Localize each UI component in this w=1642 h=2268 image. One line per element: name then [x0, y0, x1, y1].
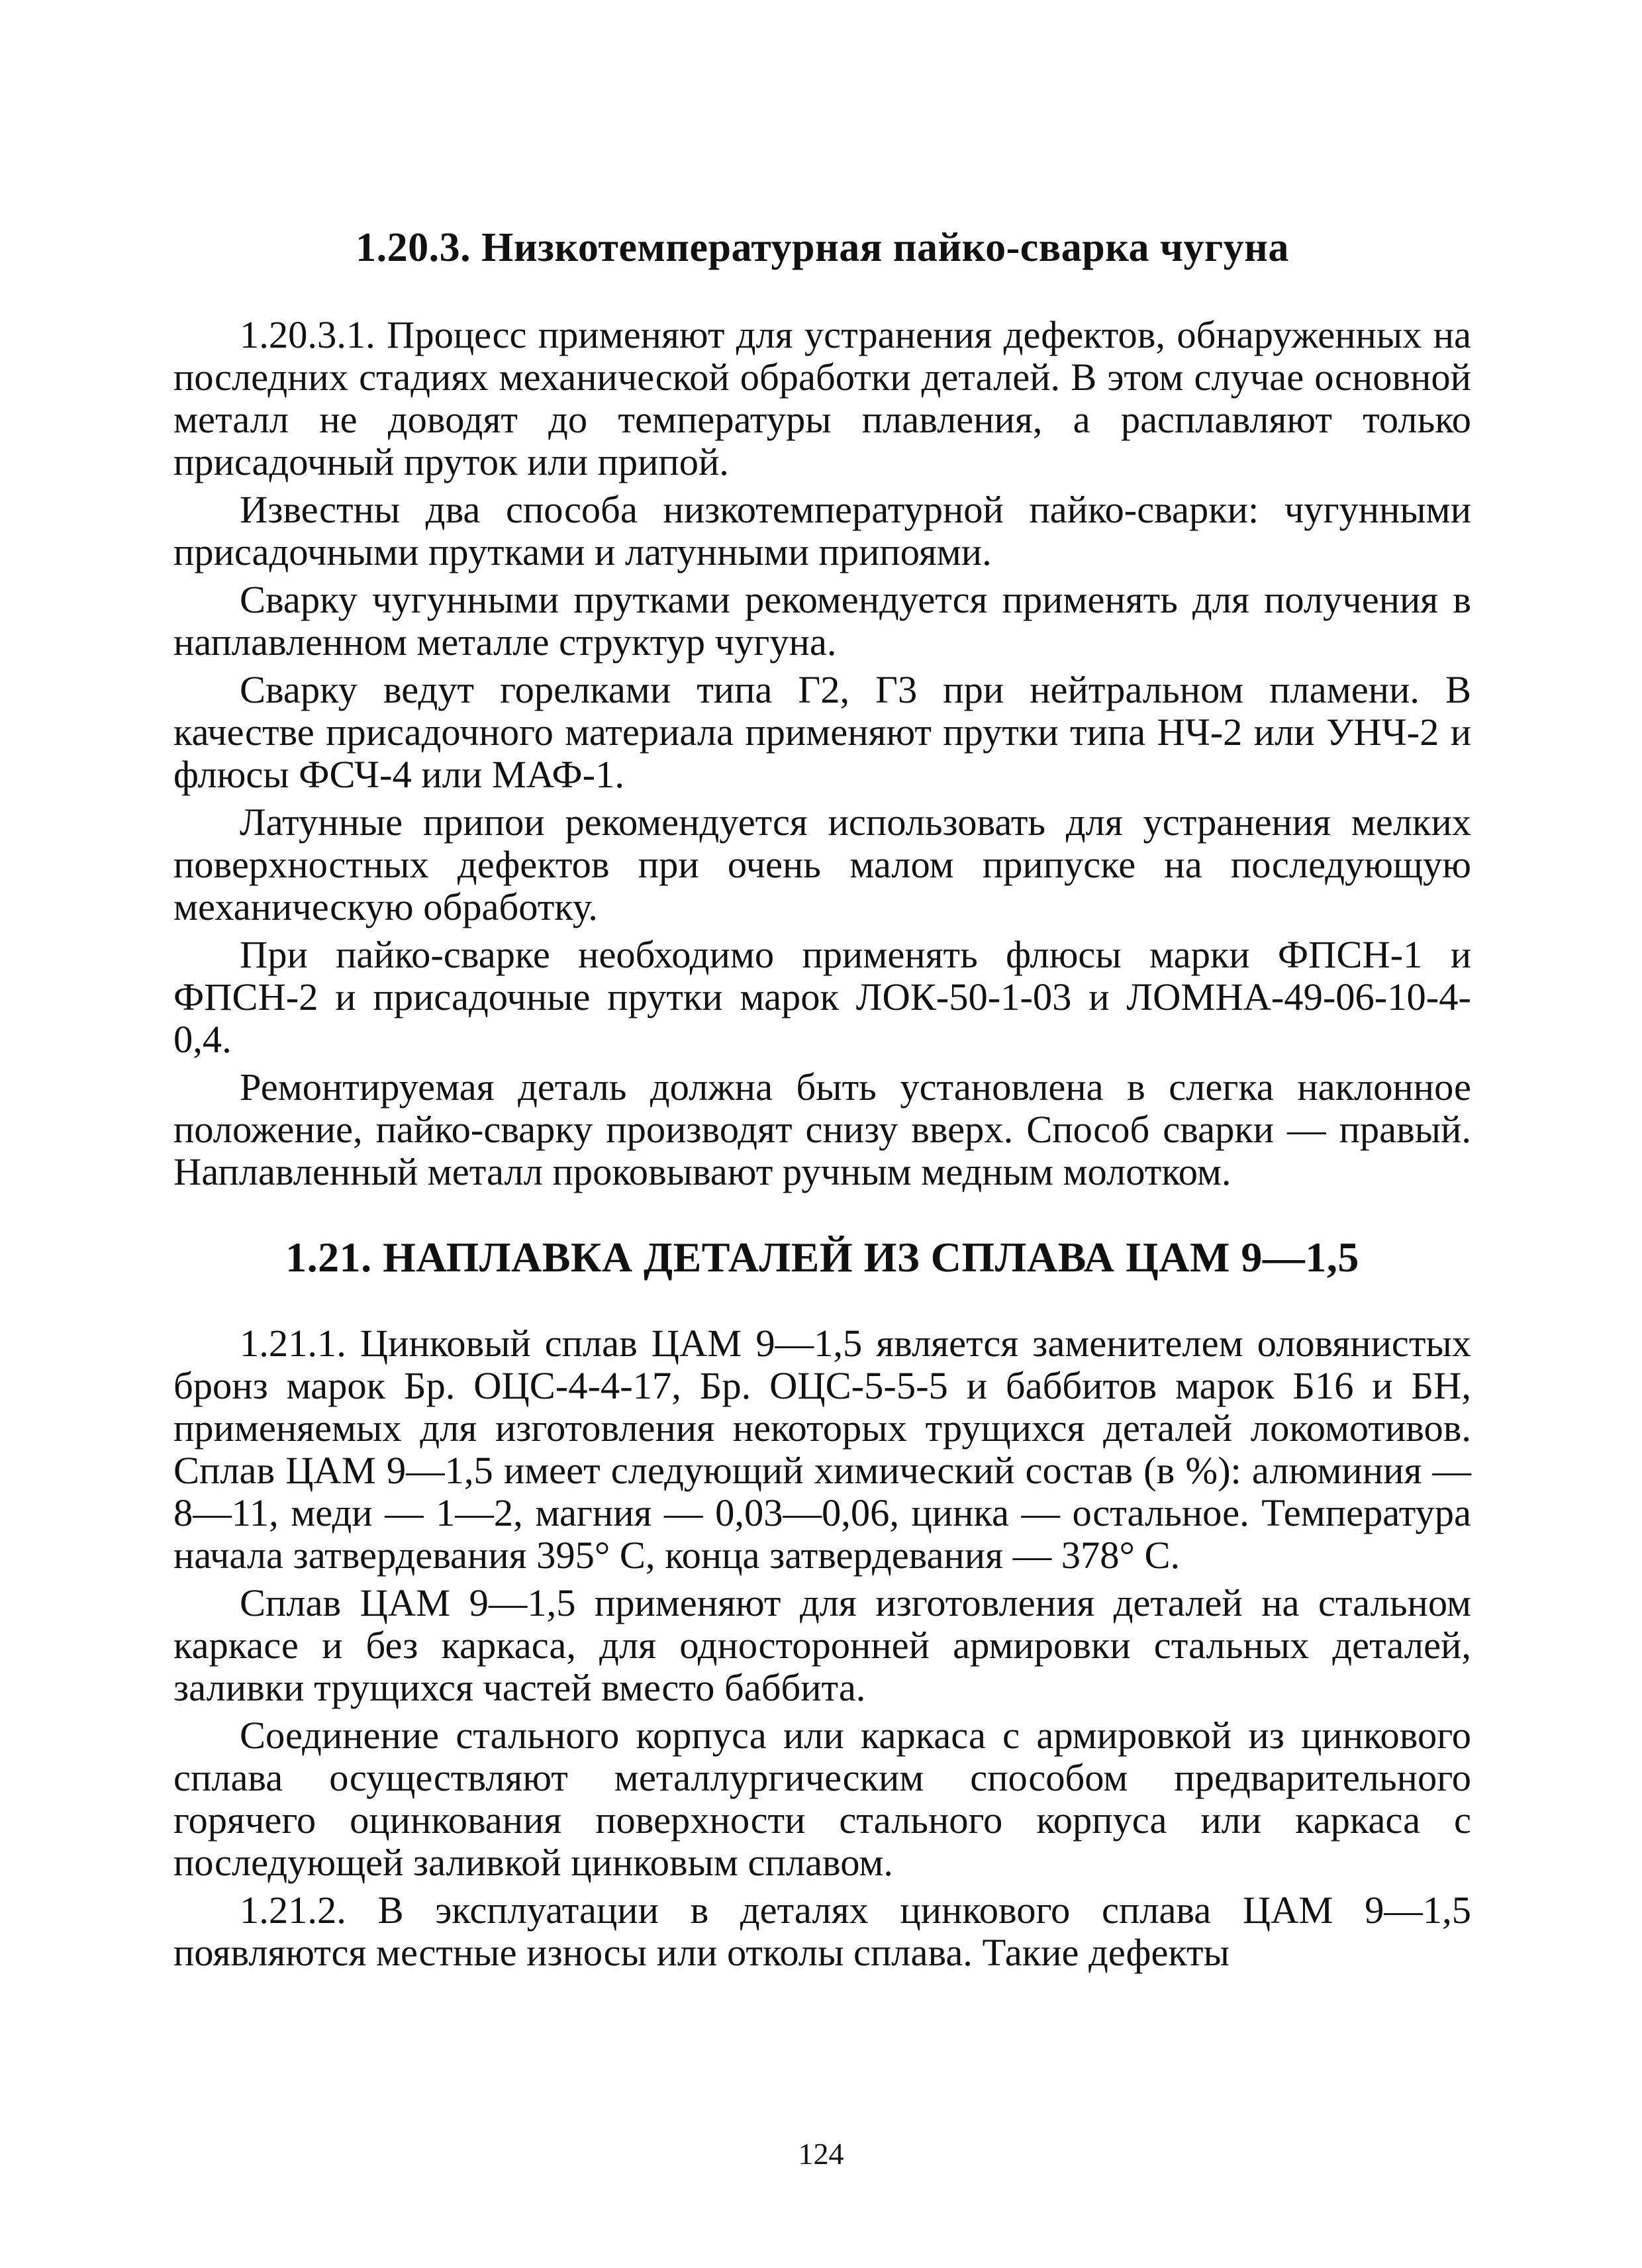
paragraph: 1.20.3.1. Процесс применяют для устранения дефектов, обнаруженных на последних стадиях механической обработки деталей. В этом случае основной металл не доводят до температуры плавления, а расплавляют только присадочный пруток или припой.	[173, 313, 1471, 484]
page-number: 124	[798, 2137, 844, 2171]
paragraph: Ремонтируемая деталь должна быть установлена в слегка наклонное положение, пайко-сварку производят снизу вверх. Способ сварки — правый. Наплавленный металл проковывают ручным медным молотком.	[173, 1065, 1471, 1194]
paragraph: Сварку чугунными прутками рекомендуется применять для получения в наплавленном металле структур чугуна.	[173, 578, 1471, 664]
section-title: 1.21. НАПЛАВКА ДЕТАЛЕЙ ИЗ СПЛАВА ЦАМ 9—1,5	[285, 1234, 1359, 1281]
paragraph: При пайко-сварке необходимо применять флюсы марки ФПСН-1 и ФПСН-2 и присадочные прутки марок ЛОК-50-1-03 и ЛОМНА-49-06-10-4-0,4.	[173, 933, 1471, 1061]
page-content	[173, 225, 1471, 1979]
paragraph: 1.21.2. В эксплуатации в деталях цинкового сплава ЦАМ 9—1,5 появляются местные износы или отколы сплава. Такие дефекты	[173, 1888, 1471, 1974]
subsection-title: 1.20.3. Низкотемпературная пайко-сварка чугуна	[356, 225, 1289, 270]
paragraph: Сплав ЦАМ 9—1,5 применяют для изготовления деталей на стальном каркасе и без каркаса, для односторонней армировки стальных деталей, заливки трущихся частей вместо баббита.	[173, 1581, 1471, 1709]
paragraph: Известны два способа низкотемпературной пайко-сварки: чугунными присадочными прутками и латунными припоями.	[173, 488, 1471, 574]
paragraph: Сварку ведут горелками типа Г2, Г3 при нейтральном пламени. В качестве присадочного материала применяют прутки типа НЧ-2 или УНЧ-2 и флюсы ФСЧ-4 или МАФ-1.	[173, 668, 1471, 797]
paragraph: Латунные припои рекомендуется использовать для устранения мелких поверхностных дефектов при очень малом припуске на последующую механическую обработку.	[173, 801, 1471, 929]
paragraph: 1.21.1. Цинковый сплав ЦАМ 9—1,5 является заменителем оловянистых бронз марок Бр. ОЦС-4-4-17, Бр. ОЦС-5-5-5 и баббитов марок Б16 и БН, применяемых для изготовления некоторых трущихся деталей локомотивов. Сплав ЦАМ 9—1,5 имеет следующий химический состав (в %): алюминия — 8—11, меди — 1—2, магния — 0,03—0,06, цинка — остальное. Температура начала затвердевания 395° С, конца затвердевания — 378° С.	[173, 1321, 1471, 1577]
paragraph: Соединение стального корпуса или каркаса с армировкой из цинкового сплава осуществляют металлургическим способом предварительного горячего оцинкования поверхности стального корпуса или каркаса с последующей заливкой цинковым сплавом.	[173, 1713, 1471, 1884]
